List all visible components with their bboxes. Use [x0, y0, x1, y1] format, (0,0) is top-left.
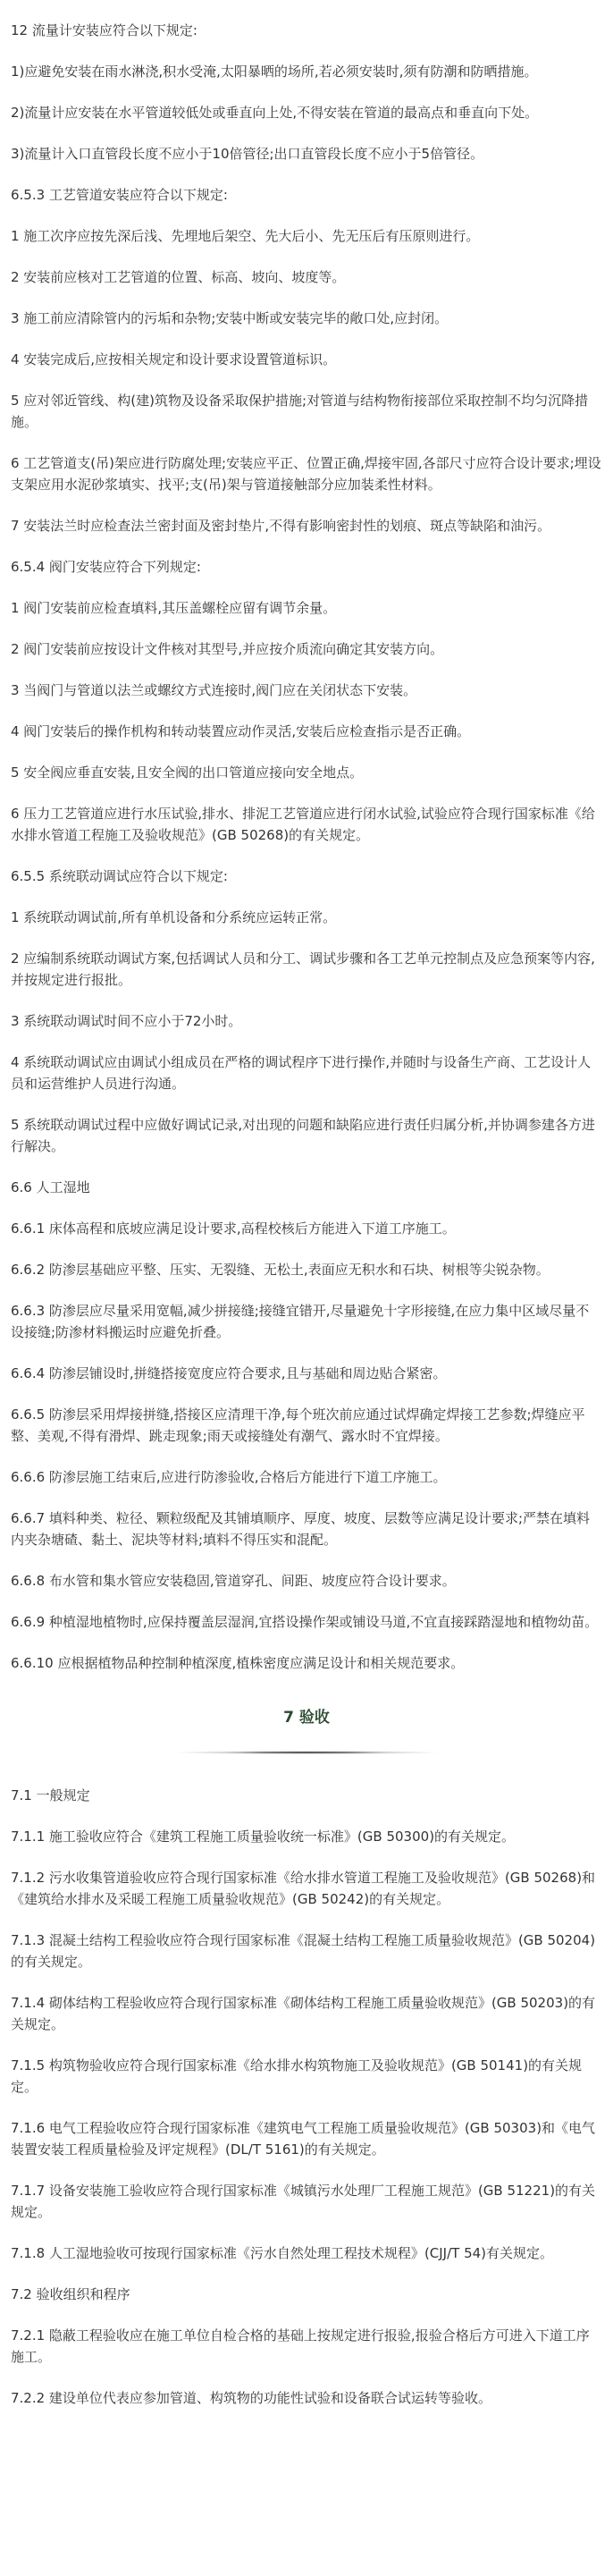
clause-item: 7.1.6 电气工程验收应符合现行国家标准《建筑电气工程施工质量验收规范》(GB 50303)和《电气装置安装工程质量检验及评定规程》(DL/T 5161)的有关规定。	[11, 2120, 596, 2158]
clause-item: 12 流量计安装应符合以下规定:	[11, 22, 197, 38]
clause-item: 2 安装前应核对工艺管道的位置、标高、坡向、坡度等。	[11, 269, 346, 285]
clause-item: 1 系统联动调试前,所有单机设备和分系统应运转正常。	[11, 909, 337, 925]
clause-item: 7.2.1 隐蔽工程验收应在施工单位自检合格的基础上按规定进行报验,报验合格后方可进入下道工序施工。	[11, 2327, 590, 2365]
clause-item: 6.6.8 布水管和集水管应安装稳固,管道穿孔、间距、坡度应符合设计要求。	[11, 1573, 456, 1589]
clause-item: 3 当阀门与管道以法兰或螺纹方式连接时,阀门应在关闭状态下安装。	[11, 682, 417, 698]
heading-divider-line	[172, 1751, 441, 1754]
clause-item: 3 施工前应清除管内的污垢和杂物;安装中断或安装完毕的敞口处,应封闭。	[11, 310, 449, 326]
clause-item: 4 阀门安装后的操作机构和转动装置应动作灵活,安装后应检查指示是否正确。	[11, 723, 471, 739]
clause-item: 6.6.7 填料种类、粒径、颗粒级配及其铺填顺序、厚度、坡度、层数等应满足设计要求;严禁在填料内夹杂塘碴、黏土、泥块等材料;填料不得压实和混配。	[11, 1510, 590, 1548]
clause-title: 6.5.3 工艺管道安装应符合以下规定:	[11, 187, 228, 203]
clause-item: 3 系统联动调试时间不应小于72小时。	[11, 1013, 242, 1029]
clause-item: 6.6.1 床体高程和底坡应满足设计要求,高程校核后方能进入下道工序施工。	[11, 1220, 456, 1237]
chapter-heading: 7 验收	[283, 1709, 330, 1727]
clause-item: 1 施工次序应按先深后浅、先埋地后架空、先大后小、先无压后有压原则进行。	[11, 228, 480, 244]
clause-item: 7.1.7 设备安装施工验收应符合现行国家标准《城镇污水处理厂工程施工规范》(GB 51221)的有关规定。	[11, 2183, 596, 2220]
clause-item: 6.6.5 防渗层采用焊接拼缝,搭接区应清理干净,每个班次前应通过试焊确定焊接工艺参数;焊缝应平整、美观,不得有滑焊、跳走现象;雨天或接缝处有潮气、露水时不宜焊接。	[11, 1406, 585, 1444]
clause-item: 7.1.5 构筑物验收应符合现行国家标准《给水排水构筑物施工及验收规范》(GB 50141)的有关规定。	[11, 2057, 583, 2095]
clause-item: 2)流量计应安装在水平管道较低处或垂直向上处,不得安装在管道的最高点和垂直向下处。	[11, 105, 539, 121]
clause-item: 7.1.3 混凝土结构工程验收应符合现行国家标准《混凝土结构工程施工质量验收规范》(GB 50204)的有关规定。	[11, 1932, 596, 1970]
sub-section-title: 7.2 验收组织和程序	[11, 2286, 130, 2302]
article-body	[0, 20, 613, 2445]
clause-item: 3)流量计入口直管段长度不应小于10倍管径;出口直管段长度不应小于5倍管径。	[11, 146, 484, 162]
clause-item: 6.6.9 种植湿地植物时,应保持覆盖层湿润,宜搭设操作架或铺设马道,不宜直接踩踏湿地和植物幼苗。	[11, 1614, 599, 1630]
clause-item: 7 安装法兰时应检查法兰密封面及密封垫片,不得有影响密封性的划痕、斑点等缺陷和油污。	[11, 518, 551, 534]
clause-item: 5 安全阀应垂直安装,且安全阀的出口管道应接向安全地点。	[11, 764, 364, 781]
clause-item: 1)应避免安装在雨水淋浇,积水受淹,太阳暴晒的场所,若必须安装时,须有防潮和防晒措施。	[11, 63, 538, 80]
clause-item: 7.1.4 砌体结构工程验收应符合现行国家标准《砌体结构工程施工质量验收规范》(GB 50203)的有关规定。	[11, 1995, 596, 2032]
sub-section-title: 7.1 一般规定	[11, 1787, 90, 1803]
clause-item: 7.1.8 人工湿地验收可按现行国家标准《污水自然处理工程技术规程》(CJJ/T 54)有关规定。	[11, 2245, 554, 2261]
clause-item: 6 压力工艺管道应进行水压试验,排水、排泥工艺管道应进行闭水试验,试验应符合现行国家标准《给水排水管道工程施工及验收规范》(GB 50268)的有关规定。	[11, 806, 595, 843]
clause-item: 2 应编制系统联动调试方案,包括调试人员和分工、调试步骤和各工艺单元控制点及应急预案等内容,并按规定进行报批。	[11, 950, 595, 988]
clause-item: 5 系统联动调试过程中应做好调试记录,对出现的问题和缺陷应进行责任归属分析,并协调参建各方进行解决。	[11, 1117, 595, 1154]
sub-section-title: 6.6 人工湿地	[11, 1179, 90, 1195]
clause-item: 1 阀门安装前应检查填料,其压盖螺栓应留有调节余量。	[11, 600, 337, 616]
clause-item: 6 工艺管道支(吊)架应进行防腐处理;安装应平正、位置正确,焊接牢固,各部尺寸应符合设计要求;埋设支架应用水泥砂浆填实、找平;支(吊)架与管道接触部分应加装柔性材料。	[11, 455, 601, 493]
clause-item: 6.6.2 防渗层基础应平整、压实、无裂缝、无松土,表面应无积水和石块、树根等尖锐杂物。	[11, 1262, 550, 1278]
clause-item: 6.6.4 防渗层铺设时,拼缝搭接宽度应符合要求,且与基础和周边贴合紧密。	[11, 1365, 447, 1381]
clause-item: 6.6.10 应根据植物品种控制种植深度,植株密度应满足设计和相关规范要求。	[11, 1655, 465, 1671]
clause-item: 7.1.2 污水收集管道验收应符合现行国家标准《给水排水管道工程施工及验收规范》(GB 50268)和《建筑给水排水及采暖工程施工质量验收规范》(GB 50242)的有关规定。	[11, 1870, 596, 1907]
clause-item: 7.1.1 施工验收应符合《建筑工程施工质量验收统一标准》(GB 50300)的有关规定。	[11, 1829, 516, 1845]
clause-item: 6.6.6 防渗层施工结束后,应进行防渗验收,合格后方能进行下道工序施工。	[11, 1469, 447, 1485]
clause-item: 4 安装完成后,应按相关规定和设计要求设置管道标识。	[11, 351, 337, 367]
clause-title: 6.5.5 系统联动调试应符合以下规定:	[11, 868, 228, 884]
clause-item: 6.6.3 防渗层应尽量采用宽幅,减少拼接缝;接缝宜错开,尽量避免十字形接缝,在应力集中区域尽量不设接缝;防渗材料搬运时应避免折叠。	[11, 1303, 590, 1340]
clause-title: 6.5.4 阀门安装应符合下列规定:	[11, 559, 201, 575]
clause-item: 5 应对邻近管线、构(建)筑物及设备采取保护措施;对管道与结构物衔接部位采取控制不均匀沉降措施。	[11, 393, 589, 430]
clause-item: 2 阀门安装前应按设计文件核对其型号,并应按介质流向确定其安装方向。	[11, 641, 444, 657]
clause-item: 4 系统联动调试应由调试小组成员在严格的调试程序下进行操作,并随时与设备生产商、工艺设计人员和运营维护人员进行沟通。	[11, 1054, 592, 1092]
clause-item: 7.2.2 建设单位代表应参加管道、构筑物的功能性试验和设备联合试运转等验收。	[11, 2390, 491, 2406]
